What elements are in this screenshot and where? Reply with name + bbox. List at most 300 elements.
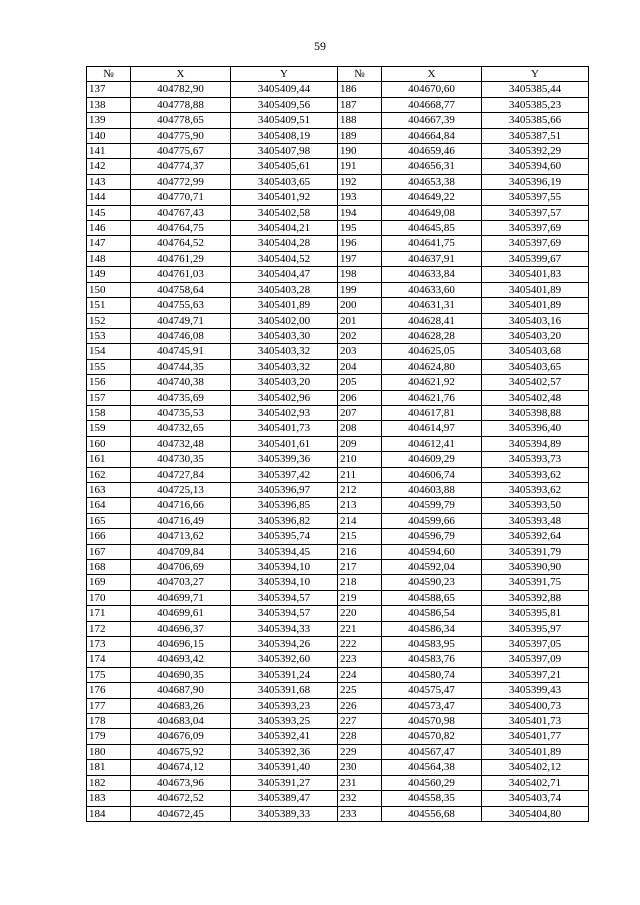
point-number-left-cell: 169 — [87, 575, 131, 590]
point-number-right-cell: 225 — [338, 683, 382, 698]
point-number-left-cell: 157 — [87, 390, 131, 405]
y-left-cell: 3405391,68 — [231, 683, 338, 698]
y-left-cell: 3405403,28 — [231, 282, 338, 297]
point-number-left-cell: 179 — [87, 729, 131, 744]
point-number-left-cell: 149 — [87, 267, 131, 282]
x-right-cell: 404621,76 — [382, 390, 482, 405]
x-left-cell: 404683,04 — [131, 714, 231, 729]
table-row — [87, 744, 589, 759]
y-left-cell: 3405392,36 — [231, 744, 338, 759]
x-right-cell: 404573,47 — [382, 698, 482, 713]
x-right-cell: 404596,79 — [382, 529, 482, 544]
table-row — [87, 282, 589, 297]
y-left-cell: 3405389,33 — [231, 806, 338, 821]
table-row — [87, 328, 589, 343]
x-left-cell: 404696,37 — [131, 621, 231, 636]
x-right-cell: 404594,60 — [382, 544, 482, 559]
point-number-right-cell: 220 — [338, 606, 382, 621]
y-left-cell: 3405399,36 — [231, 452, 338, 467]
point-number-right-cell: 191 — [338, 159, 382, 174]
y-left-cell: 3405396,97 — [231, 482, 338, 497]
x-right-cell: 404631,31 — [382, 298, 482, 313]
y-left-cell: 3405403,20 — [231, 375, 338, 390]
x-right-cell: 404606,74 — [382, 467, 482, 482]
point-number-left-cell: 156 — [87, 375, 131, 390]
x-left-cell: 404672,45 — [131, 806, 231, 821]
x-right-cell: 404670,60 — [382, 82, 482, 97]
y-right-cell: 3405403,20 — [482, 328, 589, 343]
y-right-cell: 3405390,90 — [482, 560, 589, 575]
point-number-right-cell: 194 — [338, 205, 382, 220]
point-number-left-cell: 153 — [87, 328, 131, 343]
x-left-cell: 404674,12 — [131, 760, 231, 775]
point-number-right-cell: 224 — [338, 667, 382, 682]
point-number-left-cell: 152 — [87, 313, 131, 328]
table-row — [87, 637, 589, 652]
x-left-cell: 404744,35 — [131, 359, 231, 374]
point-number-left-cell: 183 — [87, 791, 131, 806]
x-right-cell: 404645,85 — [382, 221, 482, 236]
table-row — [87, 390, 589, 405]
point-number-right-cell: 206 — [338, 390, 382, 405]
x-right-cell: 404628,41 — [382, 313, 482, 328]
point-number-left-cell: 137 — [87, 82, 131, 97]
point-number-right-cell: 193 — [338, 190, 382, 205]
point-number-right-cell: 214 — [338, 513, 382, 528]
table-row — [87, 544, 589, 559]
x-right-cell: 404603,88 — [382, 482, 482, 497]
x-left-cell: 404758,64 — [131, 282, 231, 297]
x-right-cell: 404583,95 — [382, 637, 482, 652]
point-number-left-cell: 171 — [87, 606, 131, 621]
x-right-cell: 404641,75 — [382, 236, 482, 251]
table-row — [87, 590, 589, 605]
x-right-cell: 404592,04 — [382, 560, 482, 575]
point-number-right-cell: 208 — [338, 421, 382, 436]
point-number-right-cell: 217 — [338, 560, 382, 575]
point-number-right-cell: 229 — [338, 744, 382, 759]
header-x-left: X — [131, 67, 231, 82]
x-left-cell: 404706,69 — [131, 560, 231, 575]
y-left-cell: 3405402,96 — [231, 390, 338, 405]
y-left-cell: 3405401,92 — [231, 190, 338, 205]
y-right-cell: 3405392,29 — [482, 144, 589, 159]
y-right-cell: 3405393,48 — [482, 513, 589, 528]
y-left-cell: 3405392,41 — [231, 729, 338, 744]
table-row — [87, 513, 589, 528]
y-left-cell: 3405396,82 — [231, 513, 338, 528]
table-row — [87, 482, 589, 497]
header-y-left: Y — [231, 67, 338, 82]
table-row — [87, 190, 589, 205]
y-left-cell: 3405407,98 — [231, 144, 338, 159]
point-number-left-cell: 184 — [87, 806, 131, 821]
point-number-right-cell: 197 — [338, 251, 382, 266]
x-left-cell: 404716,66 — [131, 498, 231, 513]
y-left-cell: 3405394,57 — [231, 590, 338, 605]
table-row — [87, 436, 589, 451]
y-left-cell: 3405393,25 — [231, 714, 338, 729]
point-number-right-cell: 189 — [338, 128, 382, 143]
x-left-cell: 404745,91 — [131, 344, 231, 359]
y-right-cell: 3405391,75 — [482, 575, 589, 590]
y-right-cell: 3405402,48 — [482, 390, 589, 405]
point-number-left-cell: 154 — [87, 344, 131, 359]
table-row — [87, 236, 589, 251]
point-number-left-cell: 140 — [87, 128, 131, 143]
x-right-cell: 404659,46 — [382, 144, 482, 159]
table-header-row — [87, 67, 589, 82]
y-right-cell: 3405400,73 — [482, 698, 589, 713]
point-number-left-cell: 138 — [87, 97, 131, 112]
y-left-cell: 3405401,73 — [231, 421, 338, 436]
x-left-cell: 404735,69 — [131, 390, 231, 405]
table-row — [87, 113, 589, 128]
x-left-cell: 404755,63 — [131, 298, 231, 313]
x-left-cell: 404703,27 — [131, 575, 231, 590]
x-right-cell: 404558,35 — [382, 791, 482, 806]
y-right-cell: 3405391,79 — [482, 544, 589, 559]
table-row — [87, 298, 589, 313]
point-number-right-cell: 211 — [338, 467, 382, 482]
y-right-cell: 3405392,64 — [482, 529, 589, 544]
y-left-cell: 3405403,65 — [231, 174, 338, 189]
x-right-cell: 404649,08 — [382, 205, 482, 220]
x-right-cell: 404617,81 — [382, 405, 482, 420]
y-left-cell: 3405397,42 — [231, 467, 338, 482]
y-left-cell: 3405404,47 — [231, 267, 338, 282]
y-right-cell: 3405397,69 — [482, 236, 589, 251]
table-row — [87, 760, 589, 775]
x-left-cell: 404725,13 — [131, 482, 231, 497]
y-left-cell: 3405402,93 — [231, 405, 338, 420]
y-left-cell: 3405391,40 — [231, 760, 338, 775]
point-number-left-cell: 181 — [87, 760, 131, 775]
y-left-cell: 3405394,57 — [231, 606, 338, 621]
point-number-right-cell: 212 — [338, 482, 382, 497]
table-row — [87, 775, 589, 790]
table-row — [87, 405, 589, 420]
x-right-cell: 404586,54 — [382, 606, 482, 621]
x-left-cell: 404675,92 — [131, 744, 231, 759]
point-number-right-cell: 207 — [338, 405, 382, 420]
table-row — [87, 606, 589, 621]
y-left-cell: 3405409,51 — [231, 113, 338, 128]
y-right-cell: 3405401,89 — [482, 298, 589, 313]
x-left-cell: 404770,71 — [131, 190, 231, 205]
point-number-right-cell: 216 — [338, 544, 382, 559]
y-left-cell: 3405394,45 — [231, 544, 338, 559]
y-right-cell: 3405402,71 — [482, 775, 589, 790]
point-number-right-cell: 222 — [338, 637, 382, 652]
table-row — [87, 652, 589, 667]
point-number-left-cell: 168 — [87, 560, 131, 575]
point-number-right-cell: 186 — [338, 82, 382, 97]
point-number-right-cell: 221 — [338, 621, 382, 636]
table-row — [87, 267, 589, 282]
y-right-cell: 3405401,89 — [482, 744, 589, 759]
point-number-left-cell: 166 — [87, 529, 131, 544]
table-row — [87, 452, 589, 467]
point-number-right-cell: 205 — [338, 375, 382, 390]
y-right-cell: 3405392,88 — [482, 590, 589, 605]
x-left-cell: 404778,65 — [131, 113, 231, 128]
point-number-left-cell: 178 — [87, 714, 131, 729]
y-right-cell: 3405397,21 — [482, 667, 589, 682]
point-number-right-cell: 201 — [338, 313, 382, 328]
x-left-cell: 404735,53 — [131, 405, 231, 420]
x-right-cell: 404668,77 — [382, 97, 482, 112]
y-right-cell: 3405397,09 — [482, 652, 589, 667]
x-right-cell: 404560,29 — [382, 775, 482, 790]
y-right-cell: 3405401,83 — [482, 267, 589, 282]
y-right-cell: 3405402,12 — [482, 760, 589, 775]
x-right-cell: 404583,76 — [382, 652, 482, 667]
point-number-right-cell: 203 — [338, 344, 382, 359]
x-right-cell: 404628,28 — [382, 328, 482, 343]
point-number-left-cell: 176 — [87, 683, 131, 698]
point-number-right-cell: 210 — [338, 452, 382, 467]
y-right-cell: 3405395,81 — [482, 606, 589, 621]
table-row — [87, 498, 589, 513]
point-number-left-cell: 164 — [87, 498, 131, 513]
point-number-right-cell: 219 — [338, 590, 382, 605]
point-number-right-cell: 227 — [338, 714, 382, 729]
y-right-cell: 3405385,44 — [482, 82, 589, 97]
coordinates-table — [86, 66, 589, 822]
y-right-cell: 3405397,57 — [482, 205, 589, 220]
x-right-cell: 404612,41 — [382, 436, 482, 451]
y-left-cell: 3405393,23 — [231, 698, 338, 713]
point-number-left-cell: 147 — [87, 236, 131, 251]
x-right-cell: 404590,23 — [382, 575, 482, 590]
y-left-cell: 3405404,28 — [231, 236, 338, 251]
point-number-left-cell: 165 — [87, 513, 131, 528]
table-row — [87, 729, 589, 744]
header-number-left: № — [87, 67, 131, 82]
x-left-cell: 404775,90 — [131, 128, 231, 143]
y-right-cell: 3405403,68 — [482, 344, 589, 359]
table-row — [87, 128, 589, 143]
y-right-cell: 3405403,65 — [482, 359, 589, 374]
point-number-right-cell: 223 — [338, 652, 382, 667]
x-left-cell: 404730,35 — [131, 452, 231, 467]
y-left-cell: 3405403,30 — [231, 328, 338, 343]
header-y-right: Y — [482, 67, 589, 82]
point-number-right-cell: 196 — [338, 236, 382, 251]
point-number-right-cell: 198 — [338, 267, 382, 282]
y-right-cell: 3405397,05 — [482, 637, 589, 652]
point-number-right-cell: 232 — [338, 791, 382, 806]
x-right-cell: 404570,98 — [382, 714, 482, 729]
point-number-right-cell: 233 — [338, 806, 382, 821]
x-right-cell: 404667,39 — [382, 113, 482, 128]
x-left-cell: 404732,48 — [131, 436, 231, 451]
point-number-left-cell: 141 — [87, 144, 131, 159]
table-row — [87, 806, 589, 821]
point-number-left-cell: 142 — [87, 159, 131, 174]
point-number-left-cell: 167 — [87, 544, 131, 559]
x-left-cell: 404673,96 — [131, 775, 231, 790]
y-right-cell: 3405404,80 — [482, 806, 589, 821]
table-row — [87, 667, 589, 682]
y-left-cell: 3405402,58 — [231, 205, 338, 220]
table-row — [87, 621, 589, 636]
y-left-cell: 3405394,10 — [231, 575, 338, 590]
point-number-left-cell: 148 — [87, 251, 131, 266]
x-left-cell: 404687,90 — [131, 683, 231, 698]
y-left-cell: 3405405,61 — [231, 159, 338, 174]
table-row — [87, 359, 589, 374]
x-left-cell: 404761,29 — [131, 251, 231, 266]
x-left-cell: 404699,61 — [131, 606, 231, 621]
x-left-cell: 404709,84 — [131, 544, 231, 559]
x-right-cell: 404653,38 — [382, 174, 482, 189]
y-left-cell: 3405403,32 — [231, 344, 338, 359]
y-right-cell: 3405396,40 — [482, 421, 589, 436]
table-row — [87, 221, 589, 236]
header-number-right: № — [338, 67, 382, 82]
x-right-cell: 404637,91 — [382, 251, 482, 266]
y-left-cell: 3405394,33 — [231, 621, 338, 636]
point-number-left-cell: 162 — [87, 467, 131, 482]
point-number-right-cell: 213 — [338, 498, 382, 513]
point-number-right-cell: 231 — [338, 775, 382, 790]
point-number-left-cell: 143 — [87, 174, 131, 189]
point-number-left-cell: 155 — [87, 359, 131, 374]
x-left-cell: 404778,88 — [131, 97, 231, 112]
y-right-cell: 3405397,69 — [482, 221, 589, 236]
x-right-cell: 404656,31 — [382, 159, 482, 174]
y-left-cell: 3405404,52 — [231, 251, 338, 266]
table-row — [87, 683, 589, 698]
x-left-cell: 404782,90 — [131, 82, 231, 97]
y-right-cell: 3405399,43 — [482, 683, 589, 698]
point-number-left-cell: 170 — [87, 590, 131, 605]
point-number-right-cell: 218 — [338, 575, 382, 590]
y-right-cell: 3405394,89 — [482, 436, 589, 451]
table-row — [87, 82, 589, 97]
y-right-cell: 3405393,62 — [482, 467, 589, 482]
x-right-cell: 404564,38 — [382, 760, 482, 775]
x-left-cell: 404713,62 — [131, 529, 231, 544]
x-left-cell: 404672,52 — [131, 791, 231, 806]
table-row — [87, 97, 589, 112]
x-right-cell: 404556,68 — [382, 806, 482, 821]
y-left-cell: 3405392,60 — [231, 652, 338, 667]
x-left-cell: 404716,49 — [131, 513, 231, 528]
header-x-right: X — [382, 67, 482, 82]
page-number: 59 — [314, 39, 326, 53]
point-number-right-cell: 226 — [338, 698, 382, 713]
point-number-left-cell: 180 — [87, 744, 131, 759]
x-right-cell: 404664,84 — [382, 128, 482, 143]
table-body — [87, 82, 589, 822]
point-number-left-cell: 151 — [87, 298, 131, 313]
y-right-cell: 3405393,62 — [482, 482, 589, 497]
y-right-cell: 3405393,50 — [482, 498, 589, 513]
x-left-cell: 404775,67 — [131, 144, 231, 159]
point-number-left-cell: 172 — [87, 621, 131, 636]
y-left-cell: 3405403,32 — [231, 359, 338, 374]
x-left-cell: 404767,43 — [131, 205, 231, 220]
y-right-cell: 3405401,77 — [482, 729, 589, 744]
y-left-cell: 3405389,47 — [231, 791, 338, 806]
x-left-cell: 404772,99 — [131, 174, 231, 189]
x-left-cell: 404683,26 — [131, 698, 231, 713]
point-number-left-cell: 160 — [87, 436, 131, 451]
point-number-right-cell: 187 — [338, 97, 382, 112]
y-left-cell: 3405391,24 — [231, 667, 338, 682]
y-left-cell: 3405394,26 — [231, 637, 338, 652]
x-right-cell: 404570,82 — [382, 729, 482, 744]
point-number-right-cell: 228 — [338, 729, 382, 744]
x-right-cell: 404599,79 — [382, 498, 482, 513]
x-left-cell: 404764,75 — [131, 221, 231, 236]
x-left-cell: 404740,38 — [131, 375, 231, 390]
point-number-right-cell: 190 — [338, 144, 382, 159]
point-number-right-cell: 209 — [338, 436, 382, 451]
table-row — [87, 421, 589, 436]
x-right-cell: 404614,97 — [382, 421, 482, 436]
y-left-cell: 3405409,56 — [231, 97, 338, 112]
x-right-cell: 404599,66 — [382, 513, 482, 528]
y-left-cell: 3405391,27 — [231, 775, 338, 790]
x-left-cell: 404761,03 — [131, 267, 231, 282]
x-left-cell: 404699,71 — [131, 590, 231, 605]
y-right-cell: 3405385,23 — [482, 97, 589, 112]
x-left-cell: 404746,08 — [131, 328, 231, 343]
point-number-right-cell: 200 — [338, 298, 382, 313]
table-row — [87, 698, 589, 713]
x-right-cell: 404575,47 — [382, 683, 482, 698]
y-right-cell: 3405399,67 — [482, 251, 589, 266]
y-left-cell: 3405409,44 — [231, 82, 338, 97]
x-left-cell: 404693,42 — [131, 652, 231, 667]
table-row — [87, 529, 589, 544]
x-left-cell: 404676,09 — [131, 729, 231, 744]
point-number-left-cell: 158 — [87, 405, 131, 420]
table-row — [87, 375, 589, 390]
x-right-cell: 404567,47 — [382, 744, 482, 759]
y-right-cell: 3405395,97 — [482, 621, 589, 636]
table-row — [87, 313, 589, 328]
x-right-cell: 404633,60 — [382, 282, 482, 297]
y-right-cell: 3405396,19 — [482, 174, 589, 189]
y-right-cell: 3405393,73 — [482, 452, 589, 467]
point-number-left-cell: 173 — [87, 637, 131, 652]
x-left-cell: 404696,15 — [131, 637, 231, 652]
y-left-cell: 3405396,85 — [231, 498, 338, 513]
x-right-cell: 404621,92 — [382, 375, 482, 390]
table-row — [87, 575, 589, 590]
y-right-cell: 3405403,16 — [482, 313, 589, 328]
table-row — [87, 205, 589, 220]
point-number-right-cell: 215 — [338, 529, 382, 544]
y-right-cell: 3405385,66 — [482, 113, 589, 128]
x-right-cell: 404588,65 — [382, 590, 482, 605]
point-number-left-cell: 145 — [87, 205, 131, 220]
table-row — [87, 144, 589, 159]
point-number-left-cell: 175 — [87, 667, 131, 682]
y-left-cell: 3405394,10 — [231, 560, 338, 575]
point-number-left-cell: 182 — [87, 775, 131, 790]
point-number-left-cell: 139 — [87, 113, 131, 128]
point-number-left-cell: 146 — [87, 221, 131, 236]
x-right-cell: 404586,34 — [382, 621, 482, 636]
x-left-cell: 404690,35 — [131, 667, 231, 682]
y-left-cell: 3405401,89 — [231, 298, 338, 313]
